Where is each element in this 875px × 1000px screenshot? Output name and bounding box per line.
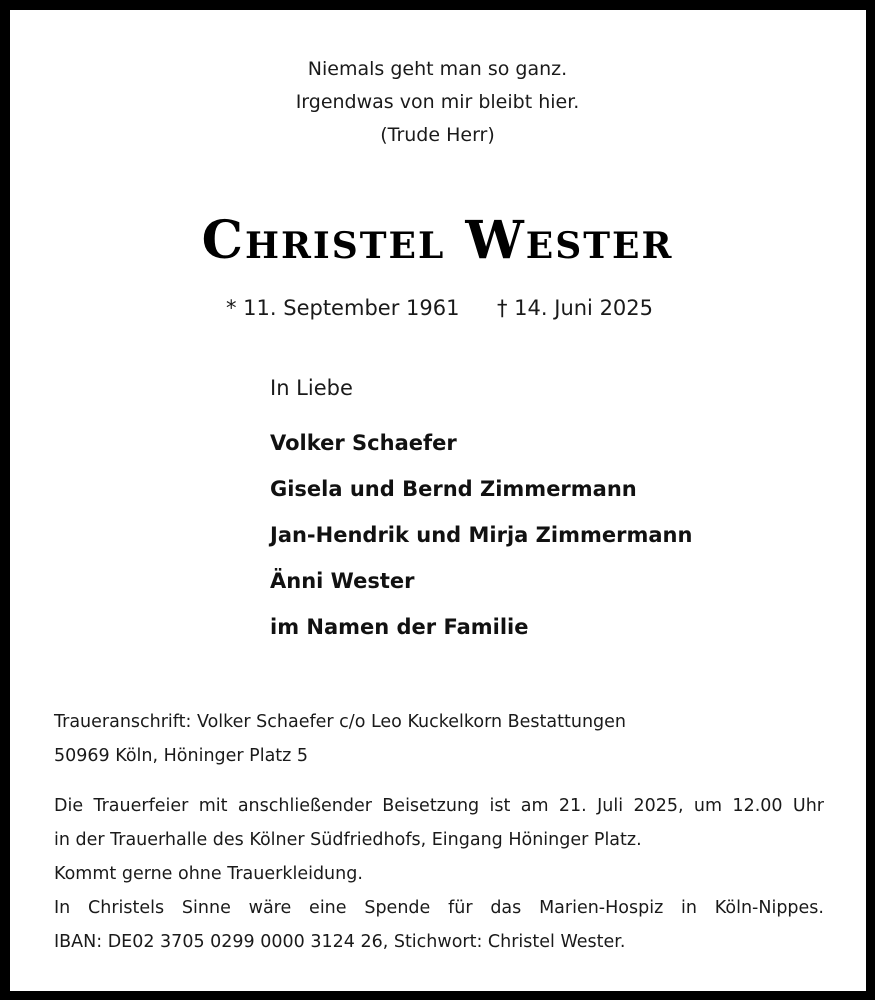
ceremony-line: Die Trauerfeier mit anschließender Beisetzung ist am 21. Juli 2025, um 12.00 Uhr [54, 796, 824, 816]
mourner-name: Änni Wester [270, 569, 415, 593]
ceremony-info [54, 789, 824, 959]
mourners-intro: In Liebe [270, 376, 353, 400]
epigraph-quote [0, 53, 875, 152]
quote-line-1: Niemals geht man so ganz. [307, 58, 568, 80]
ceremony-line: In Christels Sinne wäre eine Spende für das Marien-Hospiz in Köln-Nippes. [54, 898, 824, 918]
mourner-name: Volker Schaefer [270, 431, 457, 455]
ceremony-line: in der Trauerhalle des Kölner Südfriedhofs, Eingang Höninger Platz. [54, 830, 642, 850]
birth-date: * 11. September 1961 [226, 296, 460, 320]
condolence-address [54, 705, 626, 773]
mourners-list [270, 426, 692, 656]
quote-author: (Trude Herr) [380, 124, 495, 146]
mourner-name: Jan-Hendrik und Mirja Zimmermann [270, 523, 693, 547]
deceased-name: Christel Wester [201, 210, 674, 271]
ceremony-line: Kommt gerne ohne Trauerkleidung. [54, 864, 363, 884]
mourner-name: im Namen der Familie [270, 615, 529, 639]
quote-line-2: Irgendwas von mir bleibt hier. [295, 91, 580, 113]
ceremony-line: IBAN: DE02 3705 0299 0000 3124 26, Stichwort: Christel Wester. [54, 932, 626, 952]
address-line-2: 50969 Köln, Höninger Platz 5 [54, 746, 309, 766]
death-date: † 14. Juni 2025 [497, 296, 654, 320]
address-line-1: Traueranschrift: Volker Schaefer c/o Leo Kuckelkorn Bestattungen [54, 712, 627, 732]
mourner-name: Gisela und Bernd Zimmermann [270, 477, 637, 501]
